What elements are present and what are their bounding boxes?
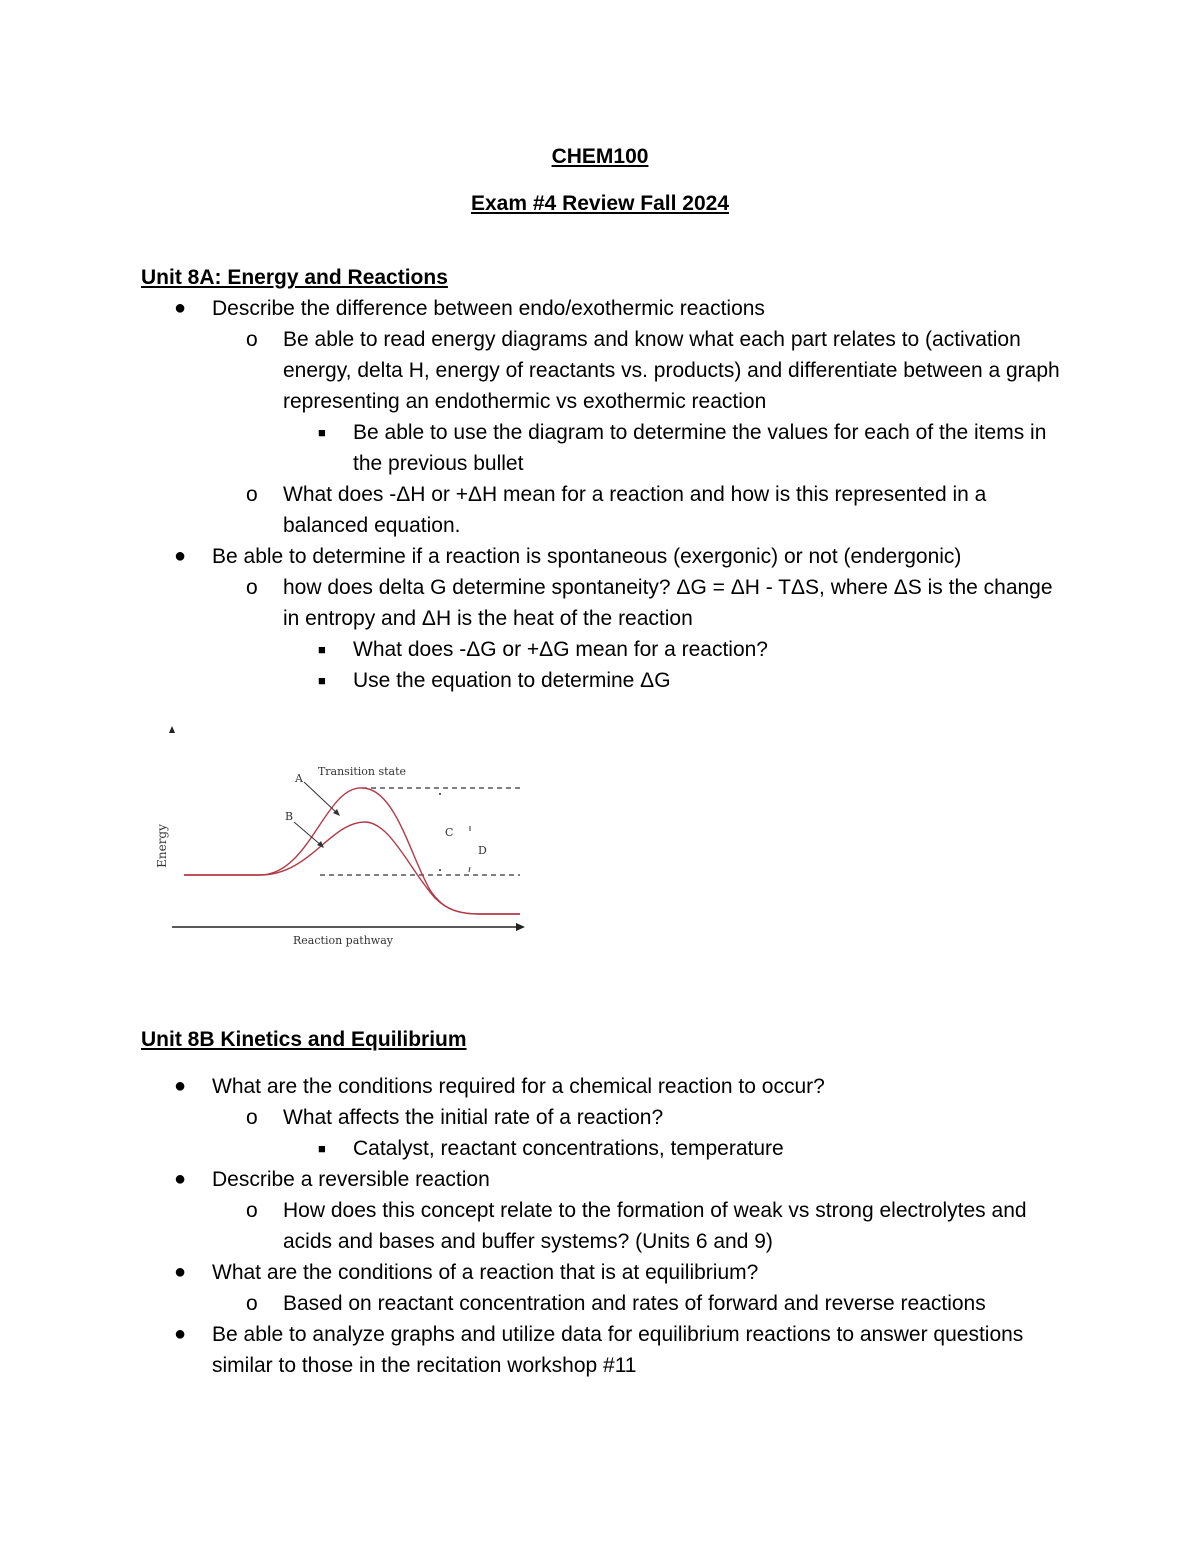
- document-title: CHEM100: [551, 145, 649, 168]
- bullet-icon: ■: [318, 642, 326, 657]
- list-item-level-2: [0, 1102, 1073, 1133]
- bullet-icon: ●: [174, 297, 187, 319]
- bullet-icon: o: [246, 328, 258, 351]
- list-item-text: Describe a reversible reaction: [212, 1168, 490, 1191]
- bullet-icon: ●: [174, 1168, 187, 1190]
- transition-state-label: Transition state: [317, 765, 407, 778]
- unit-8a-list: [0, 293, 1200, 696]
- list-item-text: Catalyst, reactant concentrations, temperature: [353, 1137, 784, 1160]
- bullet-icon: ●: [174, 545, 187, 567]
- unit-8a-heading: Unit 8A: Energy and Reactions: [141, 266, 448, 289]
- list-item-text: What does -ΔH or +ΔH mean for a reaction and how is this represented in a balanced equation.: [283, 483, 987, 537]
- list-item-level-2: [0, 572, 1073, 634]
- bullet-icon: o: [246, 1199, 258, 1222]
- list-item-text: What are the conditions required for a chemical reaction to occur?: [212, 1075, 825, 1098]
- tick-top: [439, 793, 441, 795]
- x-axis-label: Reaction pathway: [293, 934, 393, 947]
- list-item-text: Be able to read energy diagrams and know what each part relates to (activation energy, delta H, energy of reactants vs. products) and differentiate between a graph representing an endothermic vs exothermic reaction: [283, 328, 1060, 413]
- list-item-level-1: [0, 541, 1072, 572]
- label-a: A: [295, 772, 303, 785]
- list-item-level-2: [0, 1288, 1073, 1319]
- bullet-icon: ●: [174, 1261, 187, 1283]
- list-item-text: how does delta G determine spontaneity? ΔG = ΔH - TΔS, where ΔS is the change in entropy and ΔH is the heat of the reaction: [283, 576, 1053, 630]
- label-d: D: [478, 844, 487, 857]
- list-item-level-3: [0, 665, 1073, 696]
- bullet-icon: o: [246, 1292, 258, 1315]
- label-c: C: [445, 826, 454, 839]
- list-item-level-3: [0, 1133, 1073, 1164]
- uncatalyzed-curve: [184, 788, 520, 914]
- list-item-text: Describe the difference between endo/exothermic reactions: [212, 297, 765, 320]
- list-item-text: Be able to analyze graphs and utilize data for equilibrium reactions to answer questions similar to those in the recitation workshop #11: [212, 1323, 1024, 1377]
- unit-8b-heading: Unit 8B Kinetics and Equilibrium: [141, 1028, 467, 1051]
- list-item-text: Be able to determine if a reaction is spontaneous (exergonic) or not (endergonic): [212, 545, 962, 568]
- list-item-text: Based on reactant concentration and rates of forward and reverse reactions: [283, 1292, 986, 1315]
- bullet-icon: o: [246, 483, 258, 506]
- list-item-text: Be able to use the diagram to determine the values for each of the items in the previous bullet: [353, 421, 1047, 475]
- arrow-a: [304, 782, 338, 814]
- list-item-text: How does this concept relate to the formation of weak vs strong electrolytes and acids and bases and buffer systems? (Units 6 and 9): [283, 1199, 1027, 1253]
- energy-diagram: [150, 720, 530, 960]
- list-item-text: What are the conditions of a reaction that is at equilibrium?: [212, 1261, 759, 1284]
- list-item-level-2: [0, 1195, 1073, 1257]
- list-item-level-1: [0, 293, 1072, 324]
- list-item-level-3: [0, 417, 1073, 479]
- list-item-text: Use the equation to determine ΔG: [353, 669, 671, 692]
- unit-8b-list: [0, 1071, 1200, 1381]
- list-item-level-1: [0, 1164, 1072, 1195]
- bullet-icon: o: [246, 576, 258, 599]
- list-item-level-2: [0, 324, 1073, 417]
- bullet-icon: ●: [174, 1323, 187, 1345]
- bullet-icon: ■: [318, 1141, 326, 1156]
- list-item-level-1: [0, 1071, 1072, 1102]
- list-item-level-3: [0, 634, 1073, 665]
- y-axis-arrow-icon: [169, 726, 175, 733]
- bullet-icon: o: [246, 1106, 258, 1129]
- document-subtitle: Exam #4 Review Fall 2024: [471, 192, 729, 215]
- tick-bottom: [439, 869, 441, 871]
- bullet-icon: ■: [318, 425, 326, 440]
- y-axis-label: Energy: [155, 824, 169, 868]
- list-item-text: What does -ΔG or +ΔG mean for a reaction?: [353, 638, 768, 661]
- label-b: B: [285, 810, 294, 823]
- tick-d: [469, 867, 470, 872]
- list-item-level-2: [0, 479, 1073, 541]
- list-item-level-1: [0, 1319, 1072, 1381]
- list-item-text: What affects the initial rate of a reaction?: [283, 1106, 664, 1129]
- list-item-level-1: [0, 1257, 1072, 1288]
- x-axis-arrow-icon: [516, 923, 525, 931]
- bullet-icon: ■: [318, 673, 326, 688]
- bullet-icon: ●: [174, 1075, 187, 1097]
